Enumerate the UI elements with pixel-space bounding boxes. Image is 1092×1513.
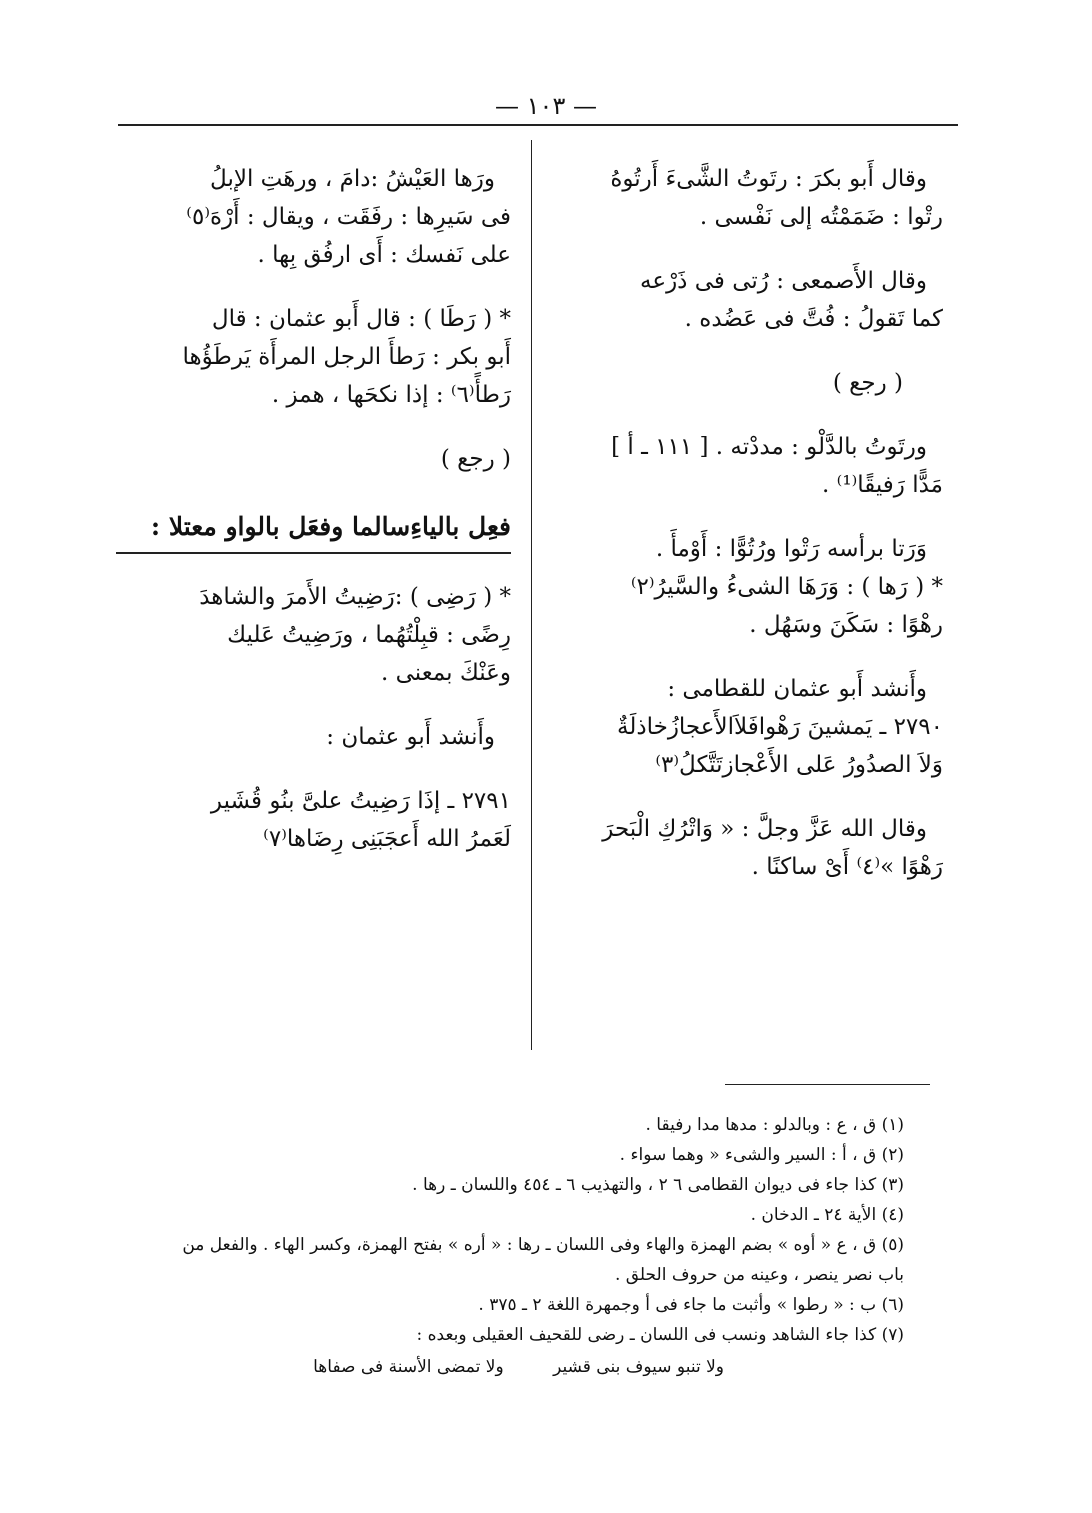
verse-line: لَعَمرُ الله أَعجَبَنِى رِضَاها⁽٧⁾ xyxy=(263,826,511,852)
text-line: رهْوًا : سَكَنَ وسَهُل . xyxy=(749,612,943,638)
entry xyxy=(548,428,943,504)
root-tag: ( رجع ) xyxy=(440,446,511,472)
section-heading: فعِل بالياءِسالما وفعَل بالواو معتلا : xyxy=(116,504,511,554)
text-line: وقال الله عَزَّ وجلَّ : « وَاتْرُكِ الْبَحرَ xyxy=(602,816,927,842)
text-line: رتْوا : ضَمَمْتُه إلى نَفْسى . xyxy=(699,204,943,230)
left-column xyxy=(116,160,511,884)
text-line: * ( رَها ) : وَرَهَا الشىءُ والسَّيرُ⁽٢⁾ xyxy=(630,574,943,600)
text-line: وقال أَبو بكرَ : رتَوتُ الشَّىءَ أَرتُوهُ xyxy=(610,166,927,192)
entry xyxy=(548,670,943,784)
footnote: (١) ق ، ع : وبالدلو : مدها مدا رفيقا . xyxy=(645,1115,904,1135)
verse-line: ٢٧٩١ ـ إذَا رَضِيتُ علىَّ بنُو قُشَير xyxy=(210,788,511,814)
footnote: (٥) ق ، ع « أوه » بضم الهمزة والهاء وفى اللسان ـ رها : « أره » بفتح الهمزة، وكسر الهاء . والفعل من xyxy=(182,1235,904,1255)
verse-line: ٢٧٩٠ ـ يَمشينَ رَهْوافَلاَالأَعجازُخاذلَةٌ xyxy=(617,714,943,740)
text-line: أَبو بكر : رَطأَ الرجل المرأَة يَرطَؤُها xyxy=(182,344,511,370)
entry xyxy=(548,160,943,236)
entry xyxy=(548,810,943,886)
text-line: فى سَيرِها : رفَقَت ، ويقال : أَرْهَ⁽٥⁾ xyxy=(186,204,511,230)
footnote-rule xyxy=(725,1084,930,1085)
page-number: — ١٠٣ — xyxy=(495,92,597,120)
text-line: رَطأً⁽٦⁾ : إذا نكحَها ، همز . xyxy=(271,382,511,408)
text-line: * ( رَضِى ) :رَضِيتُ الأَمرَ والشاهدَ xyxy=(199,584,511,610)
header-rule xyxy=(118,124,958,126)
entry xyxy=(116,440,511,478)
text-line: وأَنشد أَبو عثمان للقطامى : xyxy=(667,676,927,702)
footnote-verse xyxy=(104,1350,904,1378)
text-line: وقال الأَصمعى : رُتى فى ذَرْعه xyxy=(640,268,927,294)
entry xyxy=(116,782,511,858)
text-line: وعَنْكَ بمعنى . xyxy=(381,660,511,686)
footnote: (٤) الأية ٢٤ ـ الدخان . xyxy=(750,1205,904,1225)
entry xyxy=(548,530,943,644)
footnote: (٧) كذا جاء الشاهد ونسب فى اللسان ـ رضى للقحيف العقيلى وبعده : xyxy=(416,1325,904,1345)
text-line: * ( رَطَا ) : قال أَبو عثمان : قال xyxy=(211,306,511,332)
verse-hemistich: ولا تنبو سيوف بنى قشير xyxy=(553,1357,724,1377)
footnote: (٢) ق ، أ : السير والشىء « وهما سواء . xyxy=(619,1145,904,1165)
text-line: على نَفسك : أَى ارفُق بِها . xyxy=(257,242,511,268)
footnote: باب نصر ينصر ، وعينه من حروف الحلق . xyxy=(614,1265,904,1285)
entry xyxy=(548,364,943,402)
text-line: رِضًى : قبِلْتُهُما ، ورَضِيتُ عَليك xyxy=(227,622,511,648)
entry xyxy=(116,160,511,274)
entry xyxy=(116,718,511,756)
verse-line: وَلاَ الصدُورُ عَلى الأَعْجازتَتَّكلُ⁽٣⁾ xyxy=(655,752,943,778)
footnotes xyxy=(104,1110,904,1378)
text-line: رَهْوًا »⁽٤⁾ أَىْ ساكنًا . xyxy=(751,854,943,880)
text-line: كما تَقولُ : فُتَّ فى عَضُده . xyxy=(684,306,943,332)
verse-hemistich: ولا تمضى الأسنة فى صفاها xyxy=(313,1357,504,1377)
text-line: مَدًّا رَفيقًا⁽¹⁾ . xyxy=(822,472,943,498)
text-line: ورتَوتُ بالدَّلْو : مددْته . [ ١١١ ـ أ ] xyxy=(611,434,927,460)
column-divider xyxy=(531,140,532,1050)
footnote: (٣) كذا جاء فى ديوان القطامى ٦ ٢ ، والتهذيب ٦ ـ ٤٥٤ واللسان ـ رها . xyxy=(412,1175,904,1195)
entry xyxy=(116,578,511,692)
text-line: وأَنشد أَبو عثمان : xyxy=(326,724,495,750)
right-column xyxy=(548,160,943,912)
footnote: (٦) ب : « رطوا » وأثبت ما جاء فى أ وجمهرة اللغة ٢ ـ ٣٧٥ . xyxy=(478,1295,904,1315)
text-line: ورَها العَيْشُ :دامَ ، ورهَتِ الإبلُ xyxy=(210,166,495,192)
text-line: وَرَتا برأسه رَتْوا ورُتُوًّا : أَوْمأَ . xyxy=(655,536,927,562)
entry xyxy=(116,300,511,414)
root-tag: ( رجع ) xyxy=(832,370,903,396)
entry xyxy=(548,262,943,338)
